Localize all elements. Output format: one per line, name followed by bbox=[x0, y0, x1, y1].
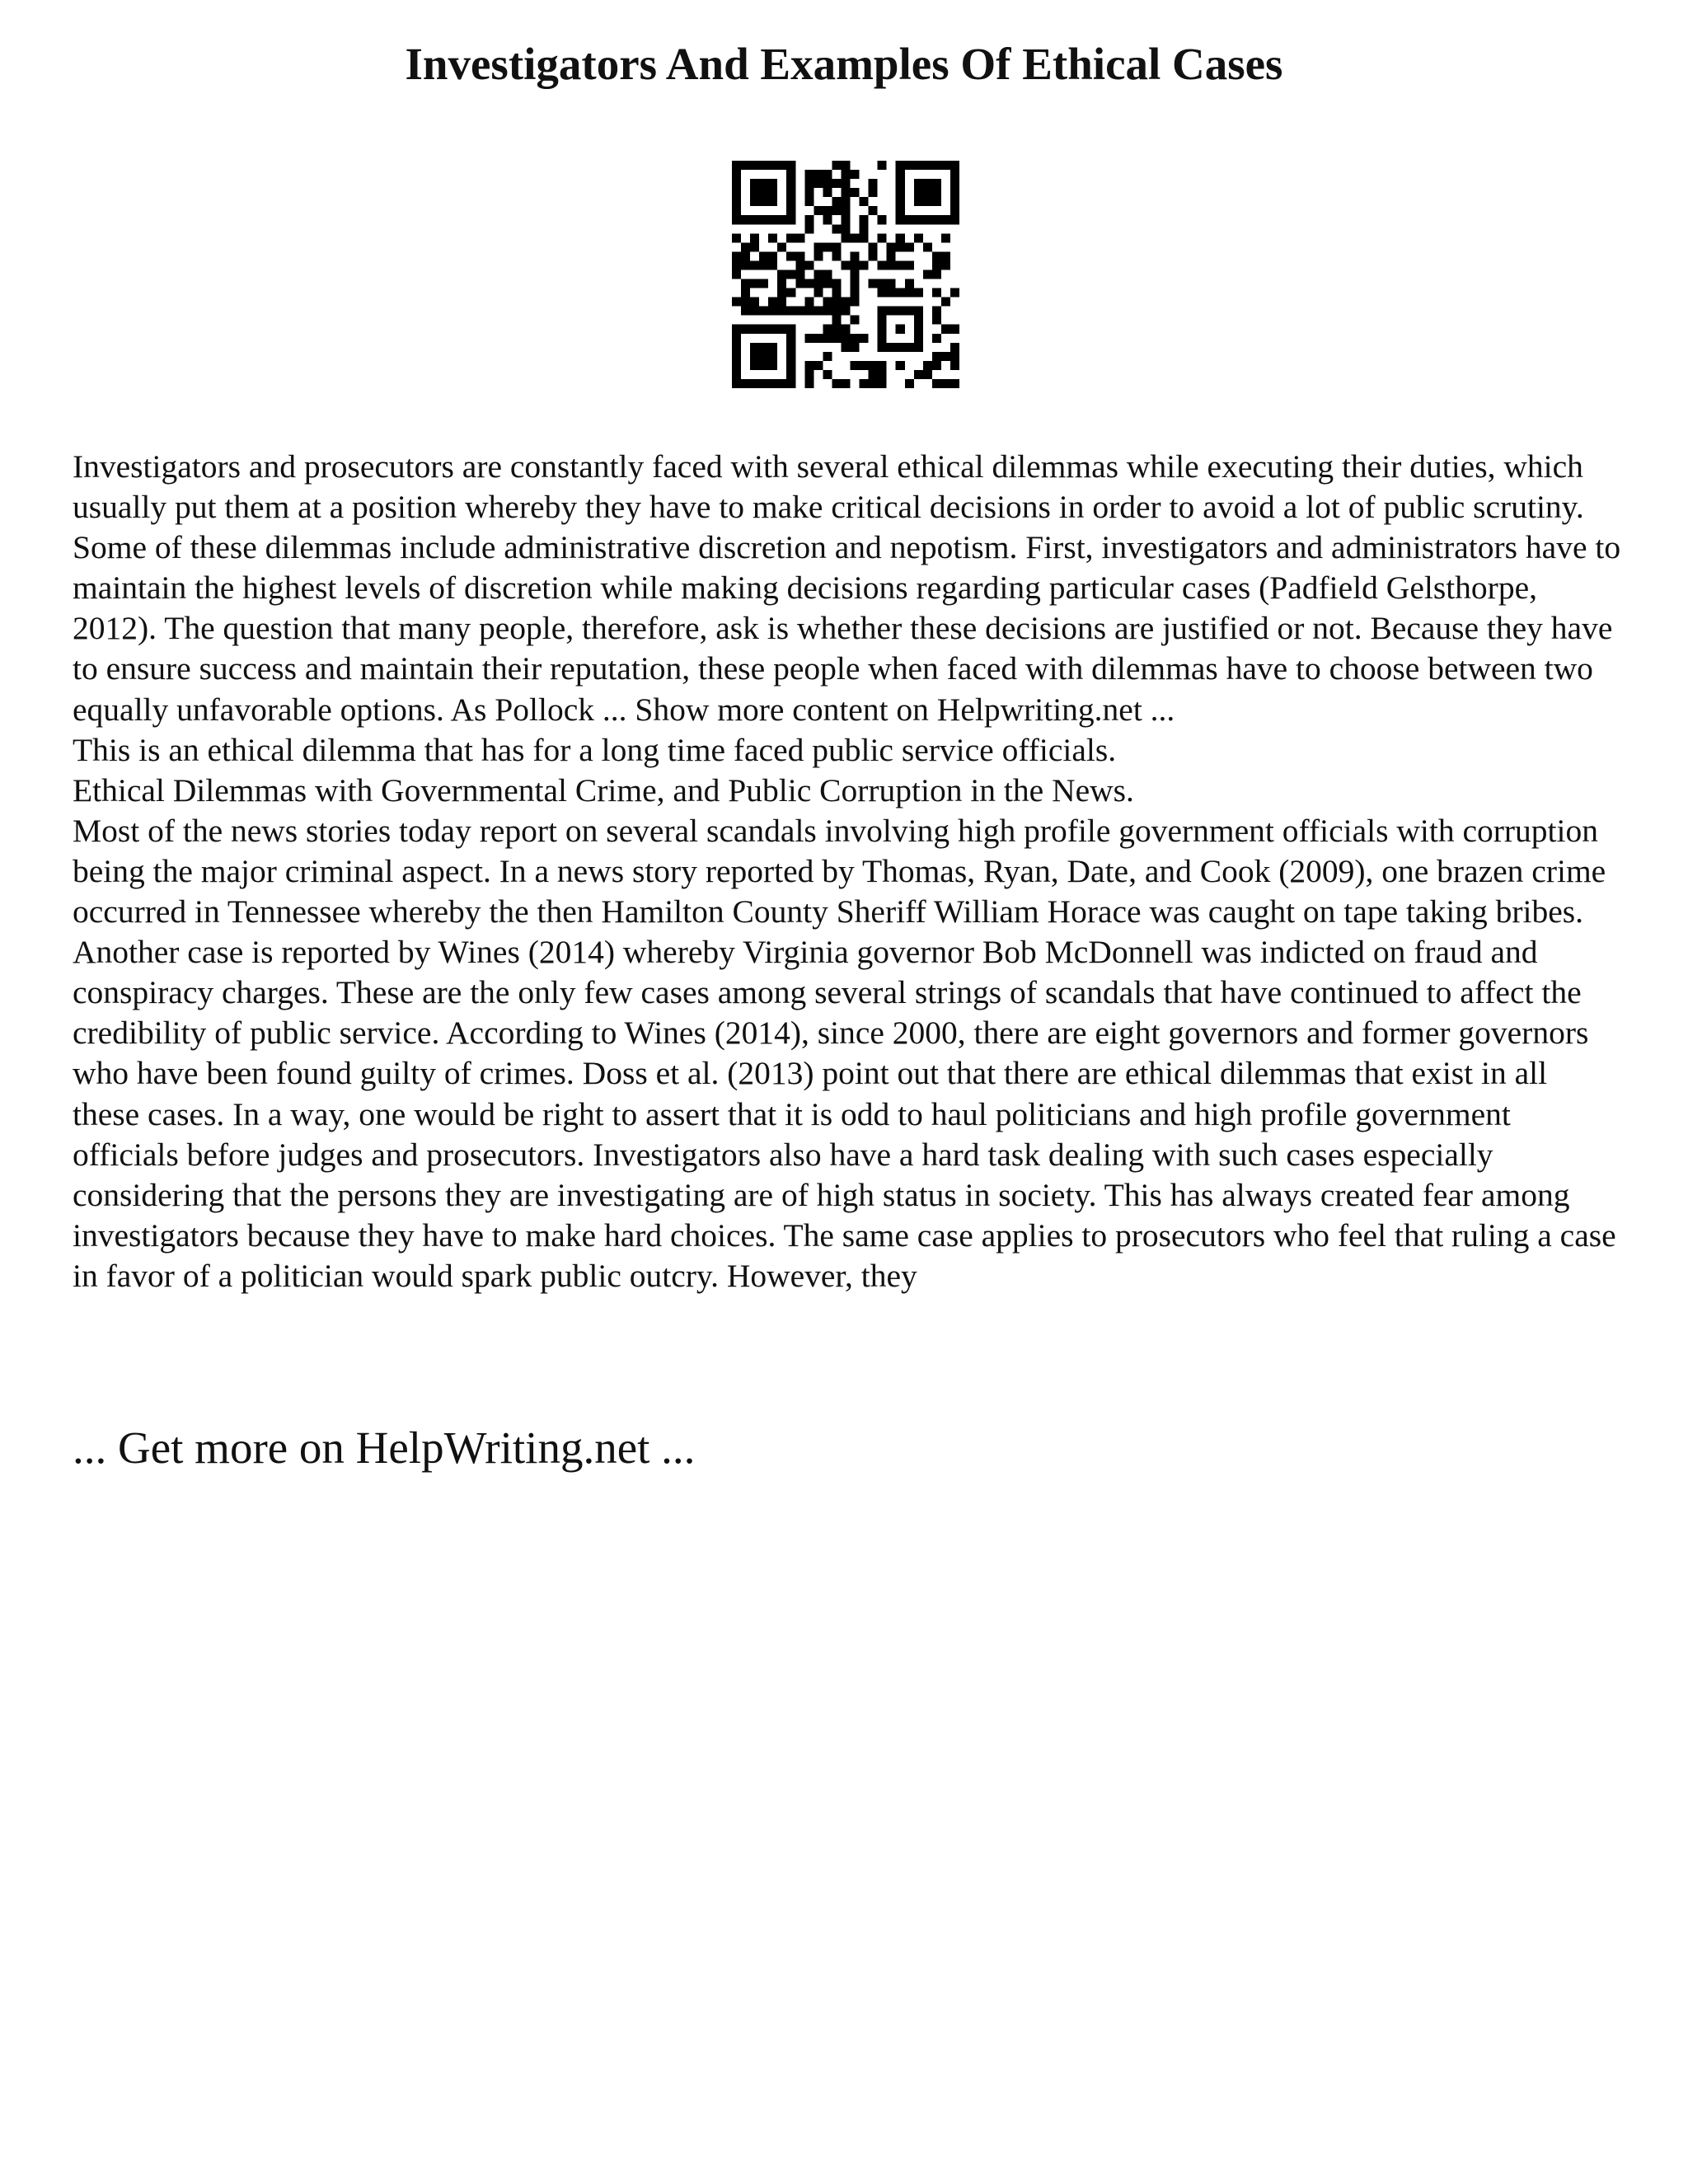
paragraph-heading-news: Ethical Dilemmas with Governmental Crime, and Public Corruption in the News. bbox=[73, 771, 1134, 808]
page-title: Investigators And Examples Of Ethical Cases bbox=[405, 39, 1283, 89]
qr-code-icon bbox=[732, 161, 959, 388]
get-more-link[interactable]: ... Get more on HelpWriting.net ... bbox=[73, 1422, 696, 1473]
paragraph-dilemma: This is an ethical dilemma that has for a long time faced public service officials. bbox=[73, 731, 1117, 768]
paragraph-intro: Investigators and prosecutors are constantly faced with several ethical dilemmas while executing their duties, which usually put them at a position whereby they have to make critical decisions in order to avoid a lot of public scrutiny. Some of these dilemmas include administrative discretion and nepotism. First, investigators and administrators have to maintain the highest levels of discretion while making decisions regarding particular cases (Padfield Gelsthorpe, 2012). The question that many people, therefore, ask is whether these decisions are justified or not. Because they have to ensure success and maintain their reputation, these people when faced with dilemmas have to choose between two equally unfavorable options. As Pollock ... Show more content on Helpwriting.net ... bbox=[73, 448, 1621, 728]
paragraph-news-stories: Most of the news stories today report on several scandals involving high profile government officials with corruption being the major criminal aspect. In a news story reported by Thomas, Ryan, Date, and Cook (2009), one brazen crime occurred in Tennessee whereby the then Hamilton County Sheriff William Horace was caught on tape taking bribes. Another case is reported by Wines (2014) whereby Virginia governor Bob McDonnell was indicted on fraud and conspiracy charges. These are the only few cases among several strings of scandals that have continued to affect the credibility of public service. According to Wines (2014), since 2000, there are eight governors and former governors who have been found guilty of crimes. Doss et al. (2013) point out that there are ethical dilemmas that exist in all these cases. In a way, one would be right to assert that it is odd to haul politicians and high profile government officials before judges and prosecutors. Investigators also have a hard task dealing with such cases especially considering that the persons they are investigating are of high status in society. This has always created fear among investigators because they have to make hard choices. The same case applies to prosecutors who feel that ruling a case in favor of a politician would spark public outcry. However, they bbox=[73, 812, 1616, 1294]
article-body bbox=[73, 447, 1622, 1296]
